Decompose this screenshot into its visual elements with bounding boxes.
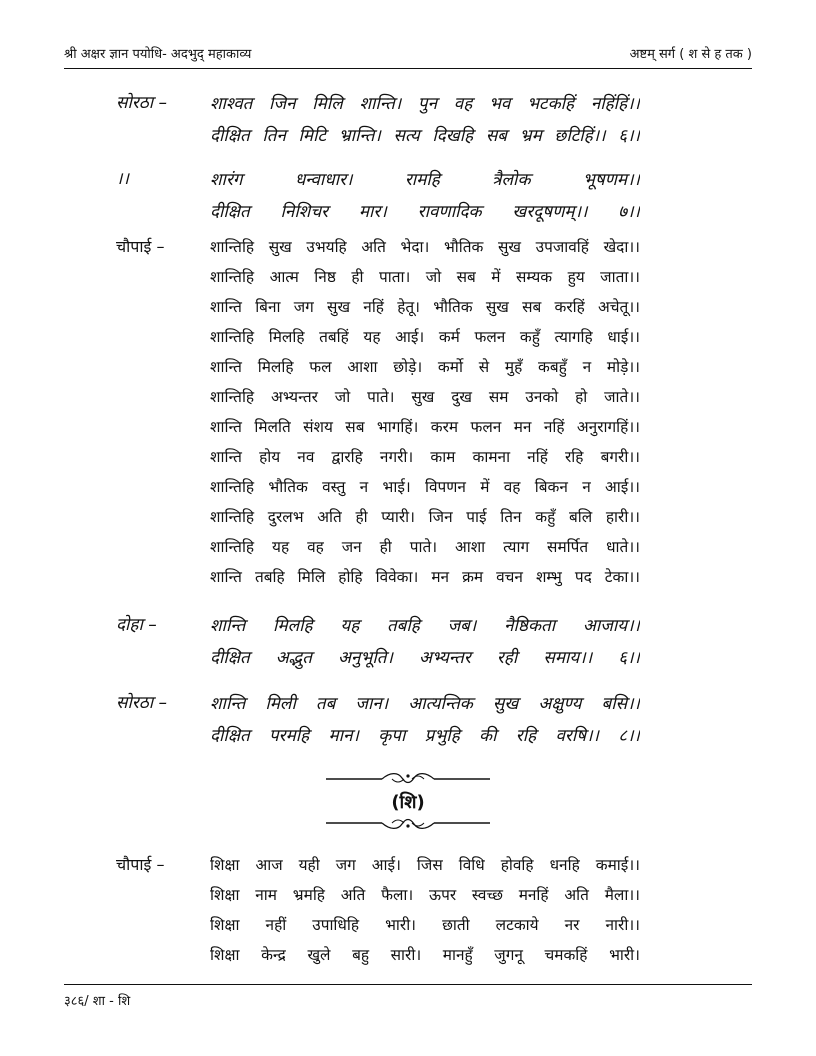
ornament-divider-bottom <box>320 816 496 832</box>
verse-lines <box>210 164 640 228</box>
verse-line: शान्तिहि दुरलभ अति ही प्यारी। जिन पाई तिन कहुँ बलि हारी।। <box>210 508 640 526</box>
verse-lines <box>210 688 640 752</box>
verse-lines <box>210 232 640 592</box>
verse-line: दीक्षित तिन मिटि भ्रान्ति। सत्य दिखहि सब भ्रम छटिहिं।। ६।। <box>210 126 640 146</box>
verse-line: शान्ति मिली तब जान। आत्यन्तिक सुख अक्षुण्य बसि।। <box>210 694 640 714</box>
chapter-title: अष्टम् सर्ग ( श से ह तक ) <box>629 47 752 62</box>
stanza-label: चौपाई – <box>116 855 165 874</box>
page-footer <box>64 984 752 1009</box>
verse-line: शान्ति मिलति संशय सब भागहिं। करम फलन मन नहिं अनुरागहिं।। <box>210 418 640 436</box>
verse-line: दीक्षित परमहि मान। कृपा प्रभुहि की रहि वरषि।। ८।। <box>210 726 640 746</box>
verse-lines <box>210 610 640 674</box>
verse-line: शिक्षा नहीं उपाधिहि भारी। छाती लटकाये नर नारी।। <box>210 916 640 934</box>
verse-line: शिक्षा आज यही जग आई। जिस विधि होवहि धनहि कमाई।। <box>210 856 640 874</box>
verse-line: दीक्षित अद्भुत अनुभूति। अभ्यन्तर रही समाय।। ६।। <box>210 648 640 668</box>
stanza-label: चौपाई – <box>116 237 165 256</box>
verse-line: शान्ति तबहि मिलि होहि विवेका। मन क्रम वचन शम्भु पद टेका।। <box>210 568 640 586</box>
verse-line: शान्तिहि अभ्यन्तर जो पाते। सुख दुख सम उनको हो जाते।। <box>210 388 640 406</box>
stanza-label: दोहा – <box>116 615 157 635</box>
stanza-label: सोरठा – <box>116 93 168 113</box>
verse-line: शान्ति बिना जग सुख नहिं हेतू। भौतिक सुख सब करहिं अचेतू।। <box>210 298 640 316</box>
stanza-label: ।। <box>116 169 129 189</box>
page-number: ३८६/ शा - शि <box>64 994 131 1009</box>
section-heading: (शि) <box>391 792 425 813</box>
ornament-divider-top <box>320 770 496 786</box>
verse-lines <box>210 850 640 970</box>
verse-line: शान्तिहि भौतिक वस्तु न भाई। विपणन में वह बिकन न आई।। <box>210 478 640 496</box>
verse-line: शान्ति मिलहि फल आशा छोड़े। कर्मो से मुहँ कबहुँ न मोड़े।। <box>210 358 640 376</box>
verse-line: शान्ति होय नव द्वारहि नगरी। काम कामना नहिं रहि बगरी।। <box>210 448 640 466</box>
page-header <box>64 40 752 69</box>
verse-line: शान्तिहि मिलहि तबहिं यह आई। कर्म फलन कहुँ त्यागहि धाई।। <box>210 328 640 346</box>
verse-line: शारंग धन्वाधार। रामहि त्रैलोक भूषणम।। <box>210 170 640 190</box>
verse-line: शान्तिहि आत्म निष्ठ ही पाता। जो सब में सम्यक हुय जाता।। <box>210 268 640 286</box>
verse-lines <box>210 88 640 152</box>
verse-line: शिक्षा नाम भ्रमहि अति फैला। ऊपर स्वच्छ मनहिं अति मैला।। <box>210 886 640 904</box>
stanza-label: सोरठा – <box>116 693 168 713</box>
verse-line: शान्तिहि यह वह जन ही पाते। आशा त्याग समर्पित धाते।। <box>210 538 640 556</box>
verse-line: शाश्वत जिन मिलि शान्ति। पुन वह भव भटकहिं नहिंहिं।। <box>210 94 640 114</box>
verse-line: शिक्षा केन्द्र खुले बहु सारी। मानहुँ जुगनू चमकहिं भारी। <box>210 946 640 964</box>
verse-line: शान्ति मिलहि यह तबहि जब। नैष्ठिकता आजाय।। <box>210 616 640 636</box>
verse-line: दीक्षित निशिचर मार। रावणादिक खरदूषणम्।। ७।। <box>210 202 640 222</box>
verse-line: शान्तिहि सुख उभयहि अति भेदा। भौतिक सुख उपजावहिं खेदा।। <box>210 238 640 256</box>
book-title: श्री अक्षर ज्ञान पयोधि- अदभुद् महाकाव्य <box>64 47 252 62</box>
